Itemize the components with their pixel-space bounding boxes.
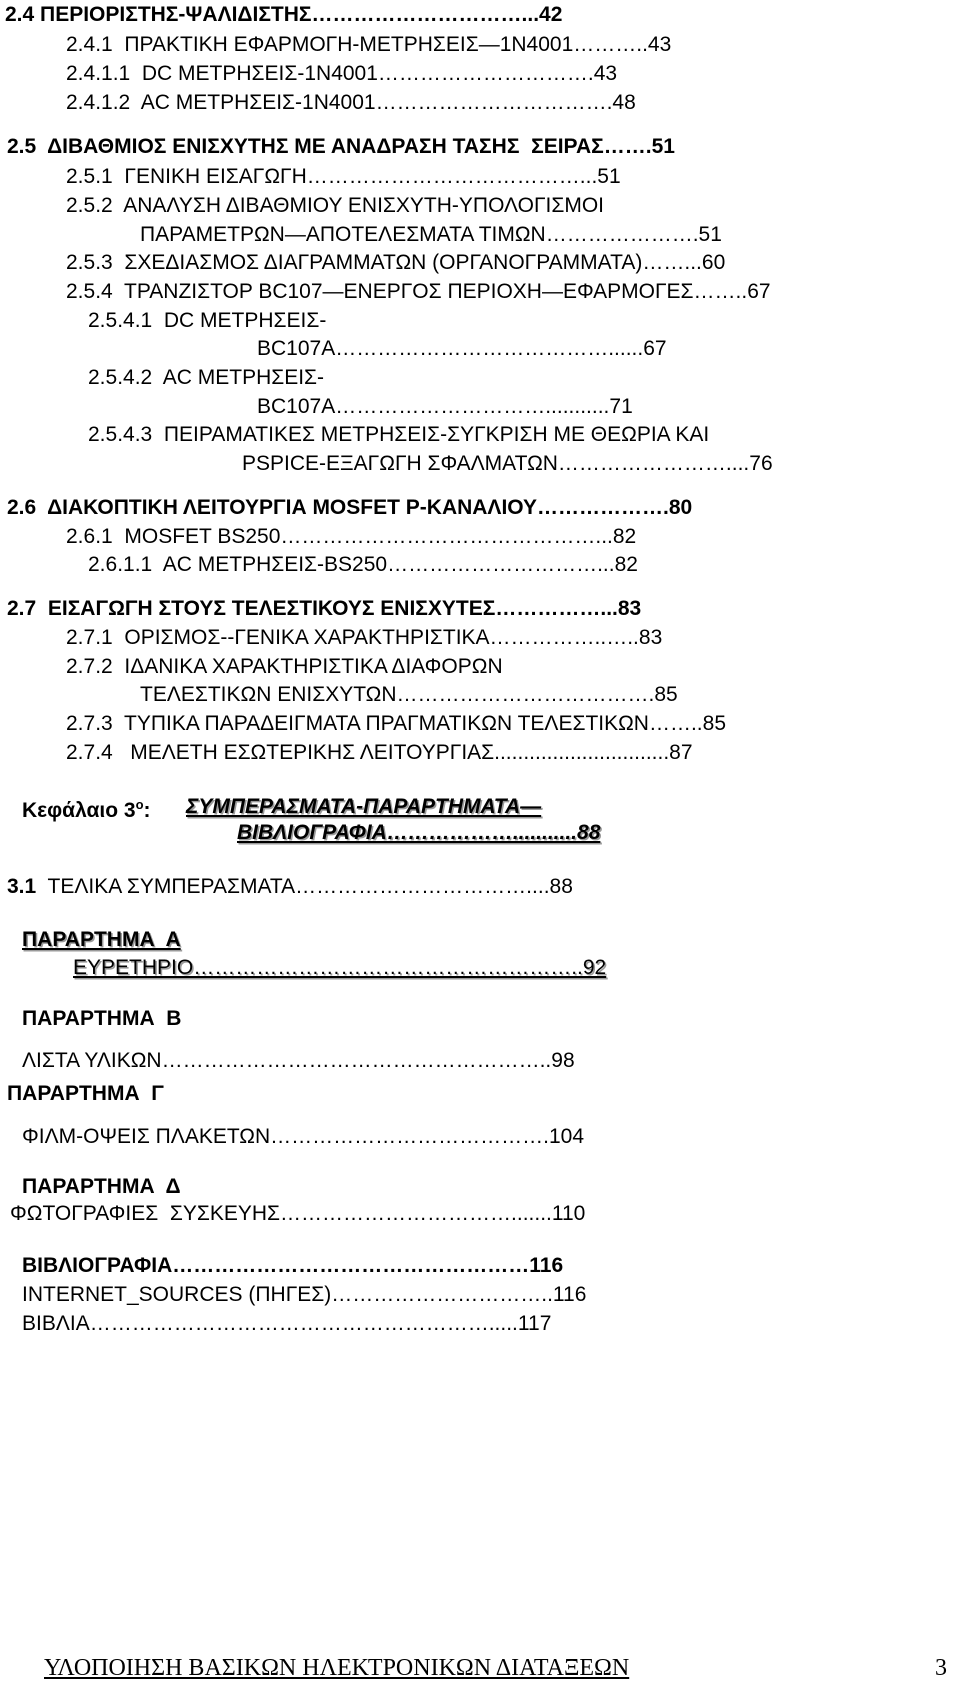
toc-entry-2-5-4-3[interactable]: 2.5.4.3 ΠΕΙΡΑΜΑΤΙΚΕΣ ΜΕΤΡΗΣΕΙΣ-ΣΥΓΚΡΙΣΗ ΜΕ ΘΕΩΡΙΑ ΚΑΙ (88, 423, 710, 446)
toc-entry-2-4-1-1[interactable]: 2.4.1.1 DC ΜΕΤΡΗΣΕΙΣ-1Ν4001………………………….43 (66, 62, 618, 85)
bibliography-entry[interactable]: ΒΙΒΛΙΟΓΡΑΦΙΑ……………………………………………116 (22, 1254, 564, 1277)
appendix-a-entry[interactable]: ΕΥΡΕΤΗΡΙΟ………………………………………………..92 (73, 956, 607, 979)
toc-entry-2-7-2-cont[interactable]: ΤΕΛΕΣΤΙΚΩΝ ΕΝΙΣΧΥΤΩΝ……………………………….85 (140, 683, 678, 706)
toc-entry-2-5-2-cont[interactable]: ΠΑΡΑΜΕΤΡΩΝ—ΑΠΟΤΕΛΕΣΜΑΤΑ ΤΙΜΩΝ………………….51 (140, 223, 722, 246)
toc-entry-2-7-4[interactable]: 2.7.4 ΜΕΛΕΤΗ ΕΣΩΤΕΡΙΚΗΣ ΛΕΙΤΟΥΡΓΙΑΣ..............................87 (66, 741, 693, 764)
toc-entry-2-5-4-1[interactable]: 2.5.4.1 DC ΜΕΤΡΗΣΕΙΣ- (88, 309, 327, 332)
toc-entry-2-6-1-1[interactable]: 2.6.1.1 AC ΜΕΤΡΗΣΕΙΣ-BS250…………………………...82 (88, 553, 638, 576)
appendix-d-heading: ΠΑΡΑΡΤΗΜΑ Δ (22, 1175, 181, 1198)
toc-heading-2-4[interactable]: 2.4 ΠΕΡΙΟΡΙΣΤΗΣ-ΨΑΛΙΔΙΣΤΗΣ…………………………...42 (5, 3, 563, 26)
appendix-g-heading: ΠΑΡΑΡΤΗΜΑ Γ (7, 1082, 164, 1105)
toc-entry-2-7-2[interactable]: 2.7.2 ΙΔΑΝΙΚΑ ΧΑΡΑΚΤΗΡΙΣΤΙΚΑ ΔΙΑΦΟΡΩΝ (66, 655, 503, 678)
appendix-a-heading: ΠΑΡΑΡΤΗΜΑ Α (22, 928, 181, 951)
toc-entry-2-5-2[interactable]: 2.5.2 ΑΝΑΛΥΣΗ ΔΙΒΑΘΜΙΟΥ ΕΝΙΣΧΥΤΗ-ΥΠΟΛΟΓΙΣΜΟΙ (66, 194, 604, 217)
toc-entry-2-5-4-3-cont[interactable]: PSPICE-ΕΞΑΓΩΓΗ ΣΦΑΛΜΑΤΩΝ……………………....76 (242, 452, 773, 475)
toc-entry-2-4-1[interactable]: 2.4.1 ΠΡΑΚΤΙΚΗ ΕΦΑΡΜΟΓΗ-ΜΕΤΡΗΣΕΙΣ—1Ν4001………..43 (66, 33, 672, 56)
appendix-d-entry[interactable]: ΦΩΤΟΓΡΑΦΙΕΣ ΣΥΣΚΕΥΗΣ…………………………….......110 (10, 1202, 586, 1225)
appendix-g-entry[interactable]: ΦΙΛΜ-ΟΨΕΙΣ ΠΛΑΚΕΤΩΝ………………………………….104 (22, 1125, 585, 1148)
toc-heading-2-7[interactable]: 2.7 ΕΙΣΑΓΩΓΗ ΣΤΟΥΣ ΤΕΛΕΣΤΙΚΟΥΣ ΕΝΙΣΧΥΤΕΣ……………...83 (7, 597, 642, 620)
toc-entry-2-5-3[interactable]: 2.5.3 ΣΧΕΔΙΑΣΜΟΣ ΔΙΑΓΡΑΜΜΑΤΩΝ (ΟΡΓΑΝΟΓΡΑΜΜΑΤΑ)……...60 (66, 251, 726, 274)
books-entry[interactable]: ΒΙΒΛΙΑ………………………………………………….....117 (22, 1312, 552, 1335)
toc-entry-2-7-1[interactable]: 2.7.1 ΟΡΙΣΜΟΣ--ΓΕΝΙΚΑ ΧΑΡΑΚΤΗΡΙΣΤΙΚΑ……………..…..83 (66, 626, 663, 649)
toc-entry-2-5-4[interactable]: 2.5.4 ΤΡΑΝΖΙΣΤΟΡ BC107—ΕΝΕΡΓΟΣ ΠΕΡΙΟΧΗ—ΕΦΑΡΜΟΓΕΣ……..67 (66, 280, 771, 303)
appendix-b-entry[interactable]: ΛΙΣΤΑ ΥΛΙΚΩΝ………………………………………………..98 (22, 1049, 575, 1072)
toc-heading-2-5[interactable]: 2.5 ΔΙΒΑΘΜΙΟΣ ΕΝΙΣΧΥΤΗΣ ΜΕ ΑΝΑΔΡΑΣΗ ΤΑΣΗΣ ΣΕΙΡΑΣ…….51 (7, 135, 675, 158)
chapter-3-title-cont[interactable]: ΒΙΒΛΙΟΓΡΑΦΙΑ………………...........88 (237, 821, 601, 844)
toc-entry-2-6-1[interactable]: 2.6.1 MOSFET BS250………………………………………...82 (66, 525, 637, 548)
toc-entry-3-1[interactable]: 3.1 ΤΕΛΙΚΑ ΣΥΜΠΕΡΑΣΜΑΤΑ……………………………....88 (7, 875, 573, 898)
toc-entry-2-5-4-2[interactable]: 2.5.4.2 AC ΜΕΤΡΗΣΕΙΣ- (88, 366, 325, 389)
internet-sources-entry[interactable]: INTERNET_SOURCES (ΠΗΓΕΣ)…………………………..116 (22, 1283, 587, 1306)
toc-entry-2-7-3[interactable]: 2.7.3 ΤΥΠΙΚΑ ΠΑΡΑΔΕΙΓΜΑΤΑ ΠΡΑΓΜΑΤΙΚΩΝ ΤΕΛΕΣΤΙΚΩΝ……..85 (66, 712, 727, 735)
page-number: 3 (935, 1655, 947, 1681)
toc-heading-2-6[interactable]: 2.6 ΔΙΑΚΟΠΤΙΚΗ ΛΕΙΤΟΥΡΓΙΑ MOSFET P-ΚΑΝΑΛΙΟΥ……………….80 (7, 496, 693, 519)
chapter-3-label: Κεφάλαιο $3^o$: (22, 797, 151, 822)
toc-entry-2-5-4-1-cont[interactable]: BC107A…………………………………......67 (257, 337, 667, 360)
chapter-3-title[interactable]: ΣΥΜΠΕΡΑΣΜΑΤΑ-ΠΑΡΑΡΤΗΜΑΤΑ— (186, 795, 542, 818)
toc-entry-2-4-1-2[interactable]: 2.4.1.2 AC ΜΕΤΡΗΣΕΙΣ-1Ν4001…………………………….48 (66, 91, 636, 114)
toc-entry-2-5-1[interactable]: 2.5.1 ΓΕΝΙΚΗ ΕΙΣΑΓΩΓΗ…………………………………...51 (66, 165, 621, 188)
toc-entry-2-5-4-2-cont[interactable]: BC107A…………………………...........71 (257, 395, 633, 418)
footer-title: ΥΛΟΠΟΙΗΣΗ ΒΑΣΙΚΩΝ ΗΛΕΚΤΡΟΝΙΚΩΝ ΔΙΑΤΑΞΕΩΝ (44, 1655, 630, 1681)
appendix-b-heading: ΠΑΡΑΡΤΗΜΑ Β (22, 1007, 182, 1030)
